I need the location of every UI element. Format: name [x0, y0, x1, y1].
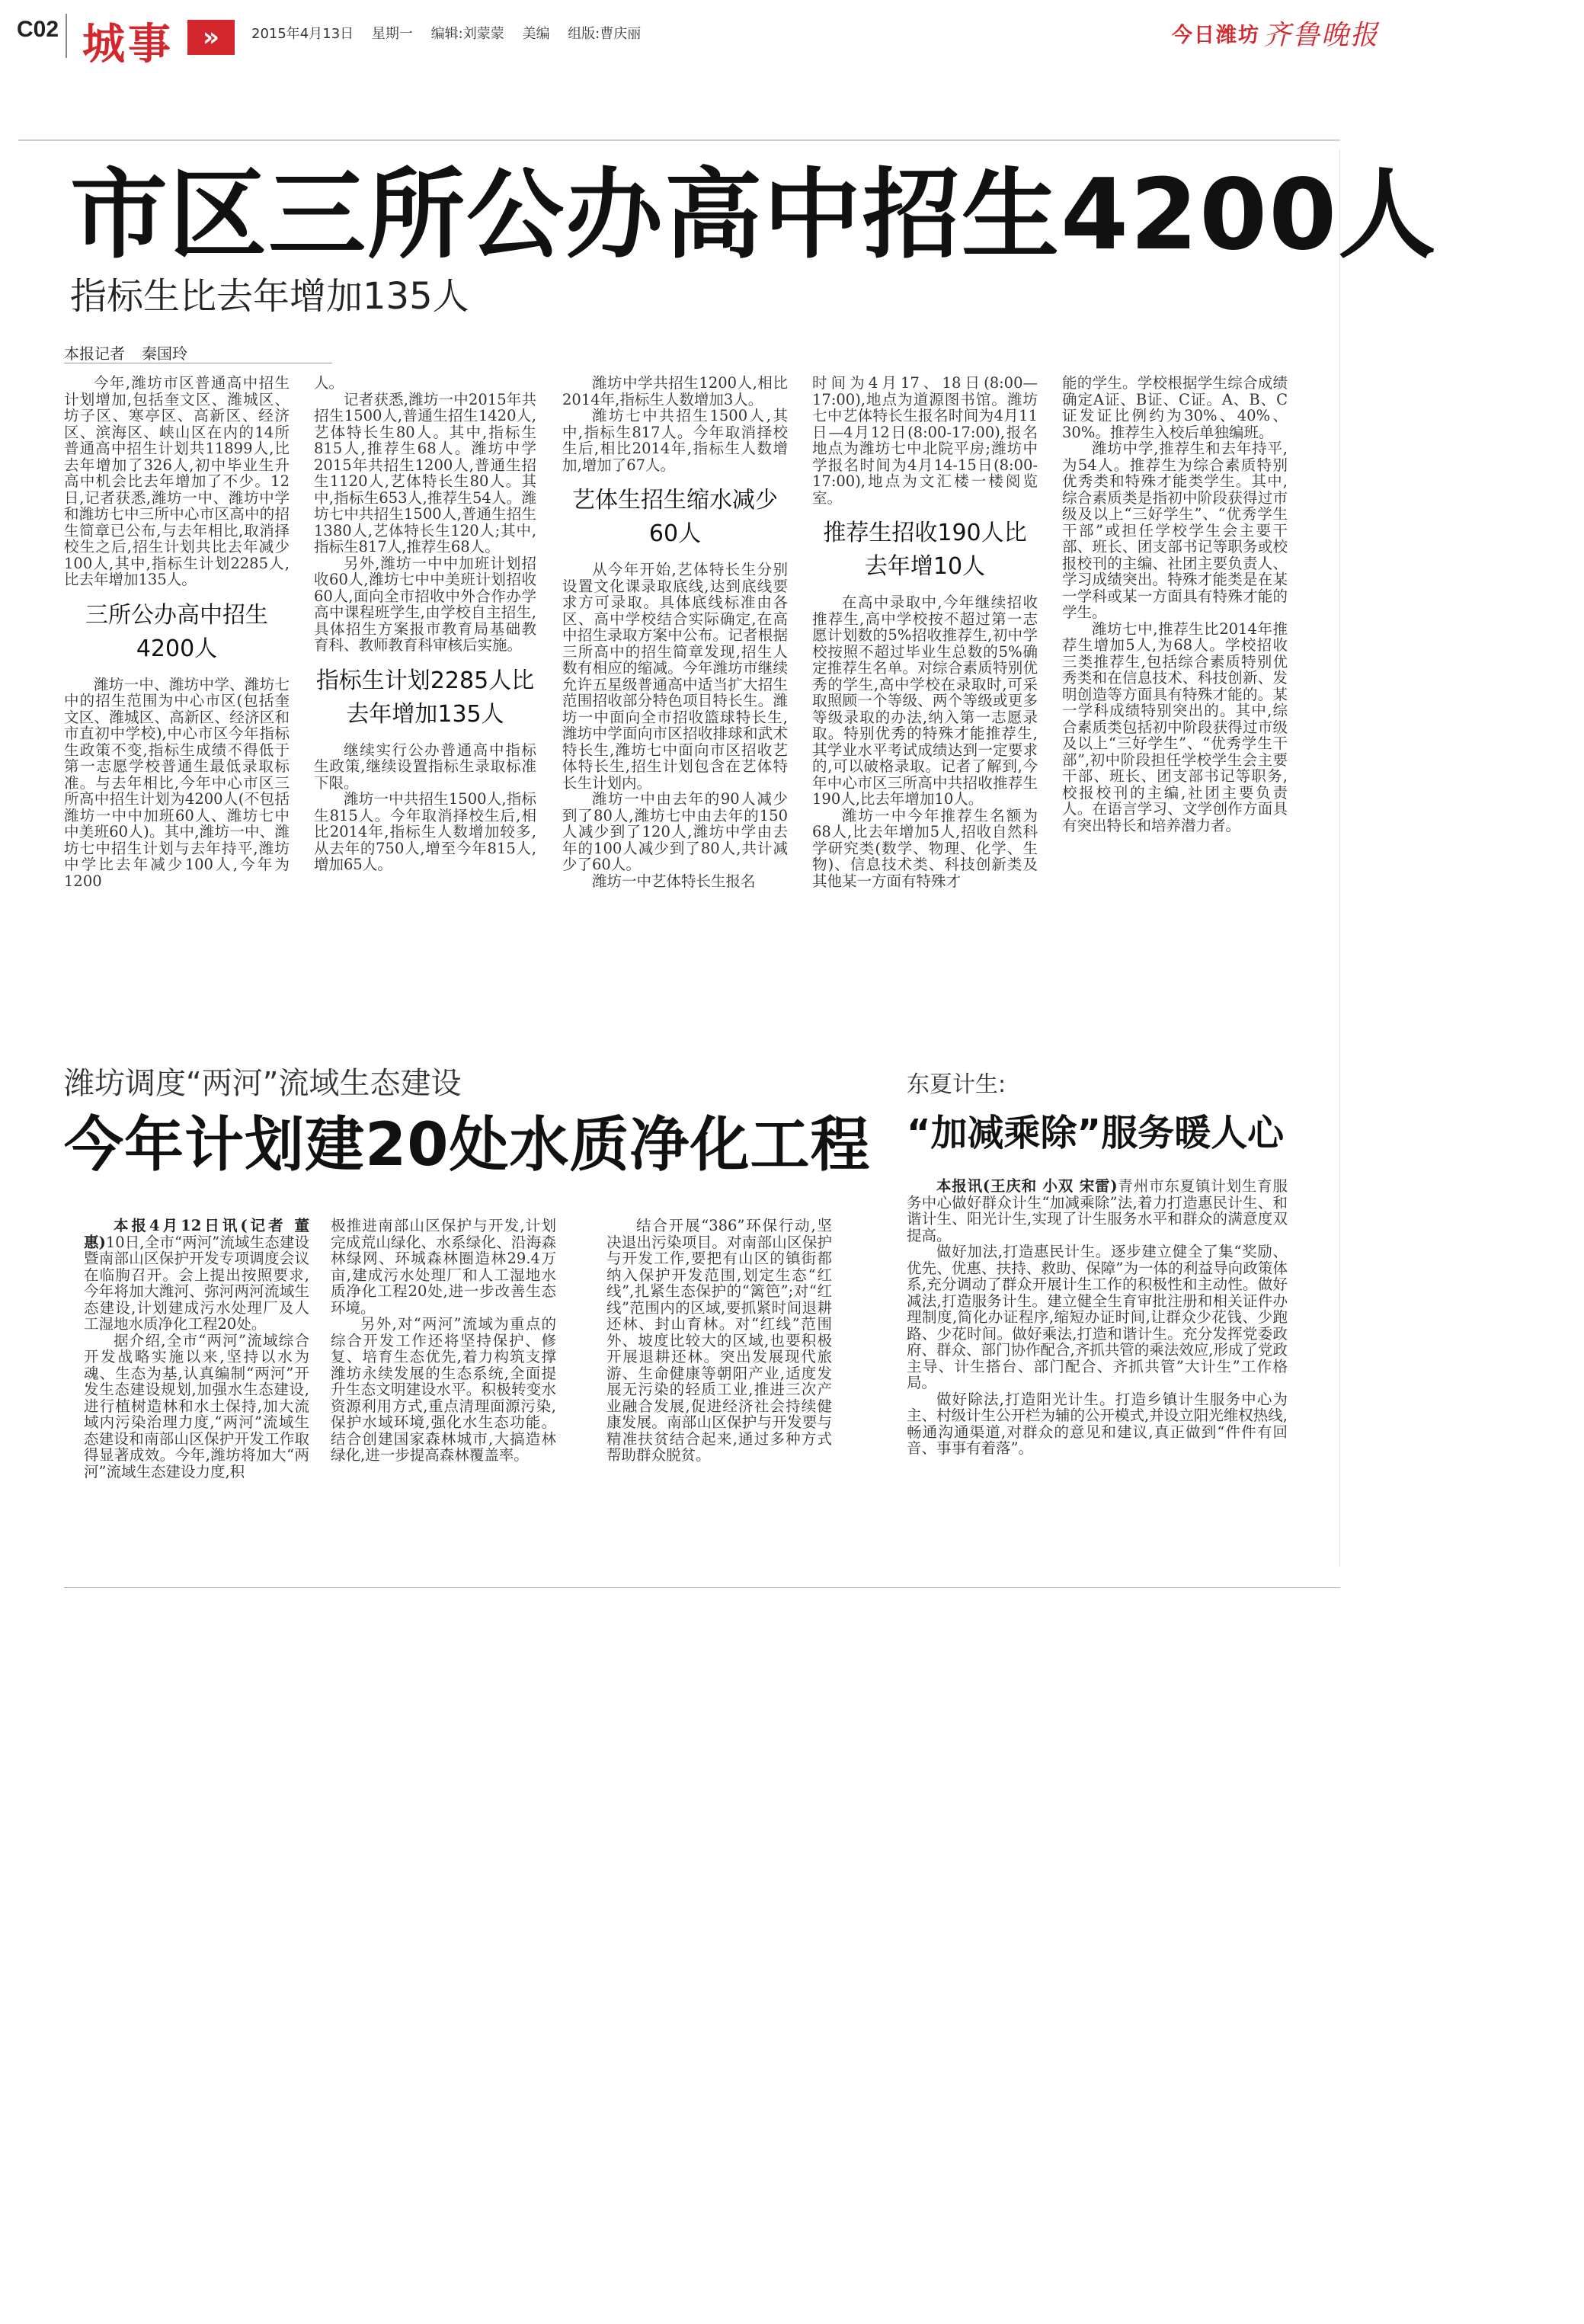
paragraph: 继续实行公办普通高中指标生政策,继续设置指标生录取标准下限。: [314, 741, 536, 792]
paragraph: 在高中录取中,今年继续招收推荐生,高中学校按不超过第一志愿计划数的5%招收推荐生,初中学校按照不超过毕业生总数的5%确定推荐生名单。对综合素质特别优秀的学生,高中学校在录取时,可采取照顾一个等级、两个等级或更多等级录取的办法,纳入第一志愿录取。特别优秀的特殊才能推荐生,其学业水平考试成绩达到一定要求的,可以破格录取。记者了解到,今年中心市区三所高中共招收推荐生190人,比去年增加10人。: [812, 594, 1038, 808]
paragraph: 潍坊中学,推荐生和去年持平,为54人。推荐生为综合素质特别优秀类和特殊才能类学生。其中,综合素质类是指初中阶段获得过市级及以上“三好学生”、“优秀学生干部”或担任学校学生会主要干部、班长、团支部书记等职务或校报校刊的主编、社团主要负责人、学习成绩突出。特殊才能类是在某一学科或某一方面具有特殊才能的学生。: [1062, 440, 1288, 621]
paragraph: 潍坊一中今年推荐生名额为68人,比去年增加5人,招收自然科学研究类(数学、物理、化学、生物)、信息技术类、科技创新类及其他某一方面有特殊才: [812, 806, 1038, 890]
paragraph: 潍坊一中、潍坊中学、潍坊七中的招生范围为中心市区(包括奎文区、潍城区、高新区、经济区和市直初中学校),中心市区今年指标生政策不变,指标生成绩不得低于第一志愿学校普通生最低录取标准。与去年相比,今年中心市区三所高中招生计划为4200人(不包括潍坊一中中加班60人、潍坊七中中美班60人)。其中,潍坊一中、潍坊七中招生计划与去年持平,潍坊中学比去年减少100人,今年为1200: [64, 675, 290, 890]
paragraph: 结合开展“386”环保行动,坚决退出污染项目。对南部山区保护与开发工作,要把有山区的镇街都纳入保护开发范围,划定生态“红线”,扎紧生态保护的“篱笆”;对“红线”范围内的区域,要抓紧时间退耕还林、封山育林。对“红线”范围外、坡度比较大的区域,也要积极开展退耕还林。突出发展现代旅游、生命健康等朝阳产业,适度发展无污染的轻质工业,推进三次产业融合发展,促进经济社会持续健康发展。南部山区保护与开发要与精准扶贫结合起来,通过多种方式帮助群众脱贫。: [606, 1217, 832, 1464]
issue-meta: [251, 23, 654, 43]
paragraph: 据介绍,全市“两河”流域综合开发战略实施以来,坚持以水为魂、生态为基,认真编制“两河”开发生态建设规划,加强水生态建设,进行植树造林和水土保持,加大流域内污染治理力度,“两河”流域生态建设和南部山区保护开发工作取得显著成效。今年,潍坊将加大“两河”流域生态建设力度,积: [84, 1331, 309, 1481]
paragraph: 潍坊一中艺体特长生报名: [592, 872, 756, 890]
story1-column-2: [314, 375, 536, 873]
story1-column-4: [812, 375, 1038, 889]
section-heading: 三所公办高中招生4200人: [85, 601, 268, 662]
header-rule: [18, 139, 1340, 141]
story1-headline: 市区三所公办高中招生4200人: [70, 158, 1438, 272]
section-heading: 艺体生招生缩水减少60人: [572, 487, 778, 547]
paragraph: 能的学生。学校根据学生综合成绩确定A证、B证、C证。A、B、C证发证比例约为30%、40%、30%。推荐生入校后单独编班。: [1062, 374, 1288, 441]
editor-credit: 编辑:刘蒙蒙: [430, 26, 504, 42]
paragraph: 做好加法,打造惠民计生。逐步建立健全了集“奖励、优先、优惠、扶持、救助、保障”为一体的利益导向政策体系,充分调动了群众开展计生工作的积极性和主动性。做好减法,打造服务计生。建立健全生育审批注册和相关证件办理制度,简化办证程序,缩短办证时间,让群众少花钱、少跑路、少花时间。做好乘法,打造和谐计生。充分发挥党委政府、群众、部门协作配合,齐抓共管的乘法效应,形成了党政主导、计生搭台、部门配合、齐抓共管”大计生”工作格局。: [907, 1243, 1288, 1391]
paragraph: 另外,对“两河”流域为重点的综合开发工作还将坚持保护、修复、培育生态优先,着力构筑支撑潍坊永续发展的生态系统,全面提升生态文明建设水平。积极转变水资源利用方式,重点清理面源污染,保护水域环境,强化水生态功能。结合创建国家森林城市,大搞造林绿化,进一步提高森林覆盖率。: [331, 1315, 556, 1464]
page-margin-rule: [1339, 149, 1340, 1567]
paragraph: 潍坊中学共招生1200人,相比2014年,指标生人数增加3人。: [562, 374, 788, 408]
paragraph: 另外,潍坊一中中加班计划招收60人,潍坊七中中美班计划招收60人,面向全市招收中外合作办学高中课程班学生,由学校自主招生,具体招生方案报市教育局基础教育科、教师教育科审核后实施。: [314, 554, 536, 654]
story2-column-1: [84, 1218, 309, 1480]
paragraph: 潍坊七中,推荐生比2014年推荐生增加5人,为68人。学校招收三类推荐生,包括综合素质特别优秀类和在信息技术、科技创新、发明创造等方面具有特殊才能的。某一学科成绩特别突出的。其中,综合素质类包括初中阶段获得过市级及以上“三好学生”、“优秀学生干部”,初中阶段担任学校学生会主要干部、班长、团支部书记等职务,校报校刊的主编,社团主要负责人。在语言学习、文学创作方面具有突出特长和培养潜力者。: [1062, 619, 1288, 834]
layout-credit: 组版:曹庆丽: [568, 26, 642, 42]
issue-weekday: 星期一: [371, 26, 413, 42]
story3-body: [907, 1178, 1288, 1457]
newspaper-logo: 齐鲁晚报: [1263, 20, 1380, 51]
story1-column-1: [64, 375, 290, 889]
paragraph-text: 青州市东夏镇计划生育服务中心做好群众计生“加减乘除”法,着力打造惠民计生、和谐计生、阳光计生,实现了计生服务水平和群众的满意度双提高。: [907, 1177, 1288, 1244]
section-heading: 指标生计划2285人比去年增加135人: [315, 667, 535, 728]
story3-kicker: 东夏计生:: [907, 1071, 1006, 1098]
edition-name: 今日潍坊: [1172, 24, 1260, 47]
paragraph: 做好除法,打造阳光计生。打造乡镇计生服务中心为主、村级计生公开栏为辅的公开模式,并设立阳光维权热线,畅通沟通渠道,对群众的意见和建议,真正做到“件件有回音、事事有着落”。: [907, 1390, 1288, 1457]
header-divider: [66, 14, 67, 58]
paragraph: 记者获悉,潍坊一中2015年共招生1500人,普通生招生1420人,艺体特长生80人。其中,指标生815人,推荐生68人。潍坊中学2015年共招生1200人,普通生招生1120人,艺体特长生80人。其中,指标生653人,推荐生54人。潍坊七中共招生1500人,普通生招生1380人,艺体特长生120人;其中,指标生817人,推荐生68人。: [314, 390, 536, 555]
story1-column-3: [562, 375, 788, 889]
dateline: 本报4月12日讯(记者 董惠): [84, 1217, 309, 1251]
paragraph-text: 10日,全市“两河”流域生态建设暨南部山区保护开发专项调度会议在临朐召开。会上提出按照要求,今年将加大潍河、弥河两河流域生态建设,计划建成污水处理厂及人工湿地水质净化工程20处。: [84, 1233, 310, 1333]
section-heading: 推荐生招收190人比去年增10人: [823, 520, 1027, 580]
paragraph: 潍坊七中共招生1500人,其中,指标生817人。今年取消择校生后,相比2014年,指标生人数增加,增加了67人。: [562, 407, 788, 474]
paragraph: 潍坊一中由去年的90人减少到了80人,潍坊七中由去年的150人减少到了120人,潍坊中学由去年的100人减少到了80人,共计减少了60人。: [562, 790, 788, 873]
byline-name: 秦国玲: [142, 344, 187, 363]
paragraph: 时间为4月17、18日(8:00—17:00),地点为道源图书馆。潍坊七中艺体特长生报名时间为4月11日—4月12日(8:00-17:00),报名地点为潍坊七中北院平房;潍坊中学报名时间为4月14-15日(8:00-17:00),地点为文汇楼一楼阅览室。: [812, 374, 1038, 507]
section-name: 城事: [82, 20, 174, 69]
page-number: C02: [17, 17, 59, 42]
paragraph: 人。: [314, 374, 344, 392]
story2-column-2: [331, 1218, 556, 1464]
paragraph: 今年,潍坊市区普通高中招生计划增加,包括奎文区、潍城区、坊子区、寒亭区、高新区、经济区、滨海区、峡山区在内的14所普通高中招生计划共11899人,比去年增加了326人,初中毕业生升高中机会比去年增加了不少。12日,记者获悉,潍坊一中、潍坊中学和潍坊七中三所中心市区高中的招生简章已公布,与去年相比,取消择校生之后,招生计划共比去年减少100人,其中,指标生计划2285人,比去年增加135人。: [64, 374, 290, 588]
story2-headline: 今年计划建20处水质净化工程: [64, 1111, 871, 1180]
issue-date: 2015年4月13日: [251, 26, 354, 42]
byline-label: 本报记者: [64, 344, 125, 363]
paragraph: 从今年开始,艺体特长生分别设置文化课录取底线,达到底线要求方可录取。具体底线标准由各区、高中学校结合实际确定,在高中招生录取方案中公布。记者根据三所高中的招生简章发现,招生人数有相应的缩减。今年潍坊市继续允许五星级普通高中适当扩大招生范围招收部分特色项目特长生。潍坊一中面向全市招收篮球特长生,潍坊中学面向市区招收排球和武术特长生,潍坊七中面向市区招收艺体特长生,招生计划包含在艺体特长生计划内。: [562, 561, 788, 792]
paragraph: 极推进南部山区保护与开发,计划完成荒山绿化、水系绿化、沿海森林绿网、环城森林圈造林29.4万亩,建成污水处理厂和人工湿地水质净化工程20处,进一步改善生态环境。: [331, 1217, 556, 1317]
section-arrow-icon: »: [187, 20, 235, 55]
dateline: 本报讯(王庆和 小双 宋雷): [936, 1177, 1118, 1195]
design-credit: 美编: [522, 26, 550, 42]
story2-kicker: 潍坊调度“两河”流域生态建设: [64, 1066, 462, 1101]
story1-subheadline: 指标生比去年增加135人: [70, 275, 469, 318]
bottom-rule: [64, 1587, 1340, 1588]
story1-column-5: [1062, 375, 1288, 834]
story2-column-3: [606, 1218, 832, 1464]
story3-headline: “加减乘除”服务暖人心: [907, 1112, 1285, 1154]
paragraph: 潍坊一中共招生1500人,指标生815人。今年取消择校生后,相比2014年,指标生人数增加较多,从去年的750人,增至今年815人,增加65人。: [314, 790, 536, 873]
